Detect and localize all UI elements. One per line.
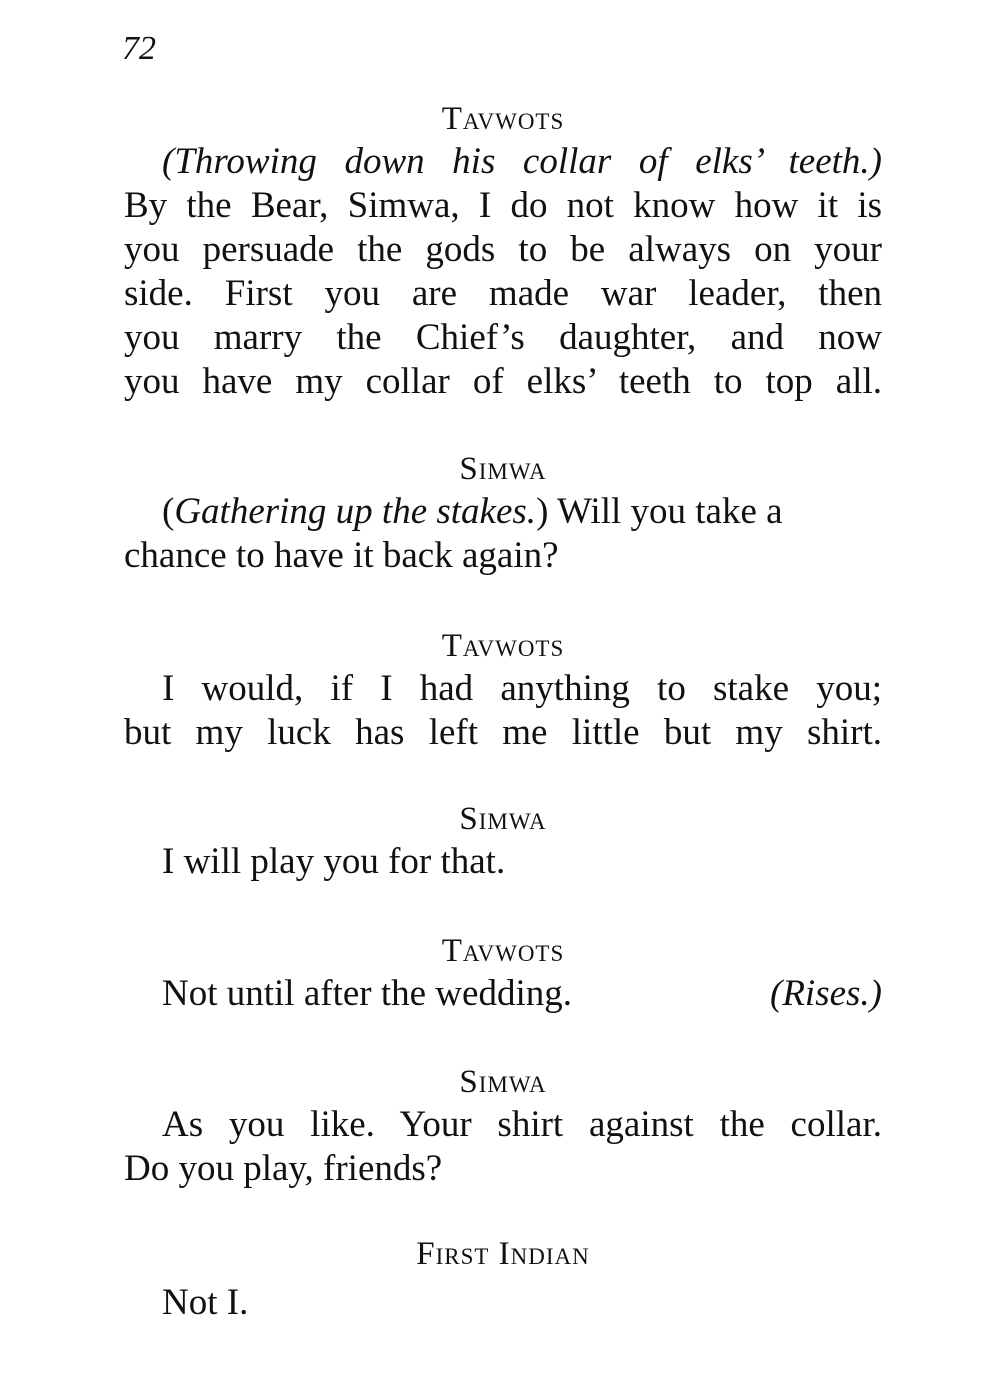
stage-direction: (Rises.) [770,973,882,1014]
dialogue-line: As you like. Your shirt against the collar. [162,1104,882,1145]
speech-block-simwa-1 [124,450,882,578]
speaker-name: Simwa [459,451,547,487]
stage-paren-open: ( [162,491,175,532]
speech-block-first-indian [124,1235,882,1325]
dialogue-line-with-stage-direction [124,972,882,1016]
speaker-name: Tavwots [441,101,565,137]
speech-block-tavwots-3 [124,932,882,1016]
speech-block-simwa-2 [124,800,882,884]
speaker-name: Simwa [459,801,547,837]
dialogue-text: Not until after the wedding. [162,973,572,1014]
dialogue-line: I will play you for that. [162,841,506,882]
stage-paren-close: ) [536,491,549,532]
speaker-name: First Indian [416,1236,590,1272]
stage-direction: (Throwing down his collar of elks’ teeth.) [162,141,882,182]
stage-direction: Gathering up the stakes. [174,491,537,532]
speech-block-tavwots-2 [124,627,882,755]
speech-block-tavwots-1 [124,100,882,404]
dialogue-line: Do you play, friends? [124,1148,443,1189]
dialogue-line: By the Bear, Simwa, I do not know how it is [124,185,882,226]
speaker-name: Tavwots [441,628,565,664]
page-number: 72 [122,30,156,67]
speech-block-simwa-3 [124,1063,882,1191]
dialogue-line-with-stage-direction [124,490,882,534]
speaker-name: Tavwots [441,933,565,969]
dialogue-line: side. First you are made war leader, then [124,273,882,314]
speaker-name: Simwa [459,1064,547,1100]
dialogue-text: Will you take a [548,491,783,532]
dialogue-line: you have my collar of elks’ teeth to top all. [124,361,882,402]
dialogue-line: you marry the Chief’s daughter, and now [124,317,882,358]
dialogue-line: you persuade the gods to be always on your [124,229,882,270]
dialogue-line: chance to have it back again? [124,535,559,576]
dialogue-line: Not I. [162,1282,249,1323]
dialogue-line: but my luck has left me little but my shirt. [124,712,882,753]
dialogue-line: I would, if I had anything to stake you; [162,668,882,709]
